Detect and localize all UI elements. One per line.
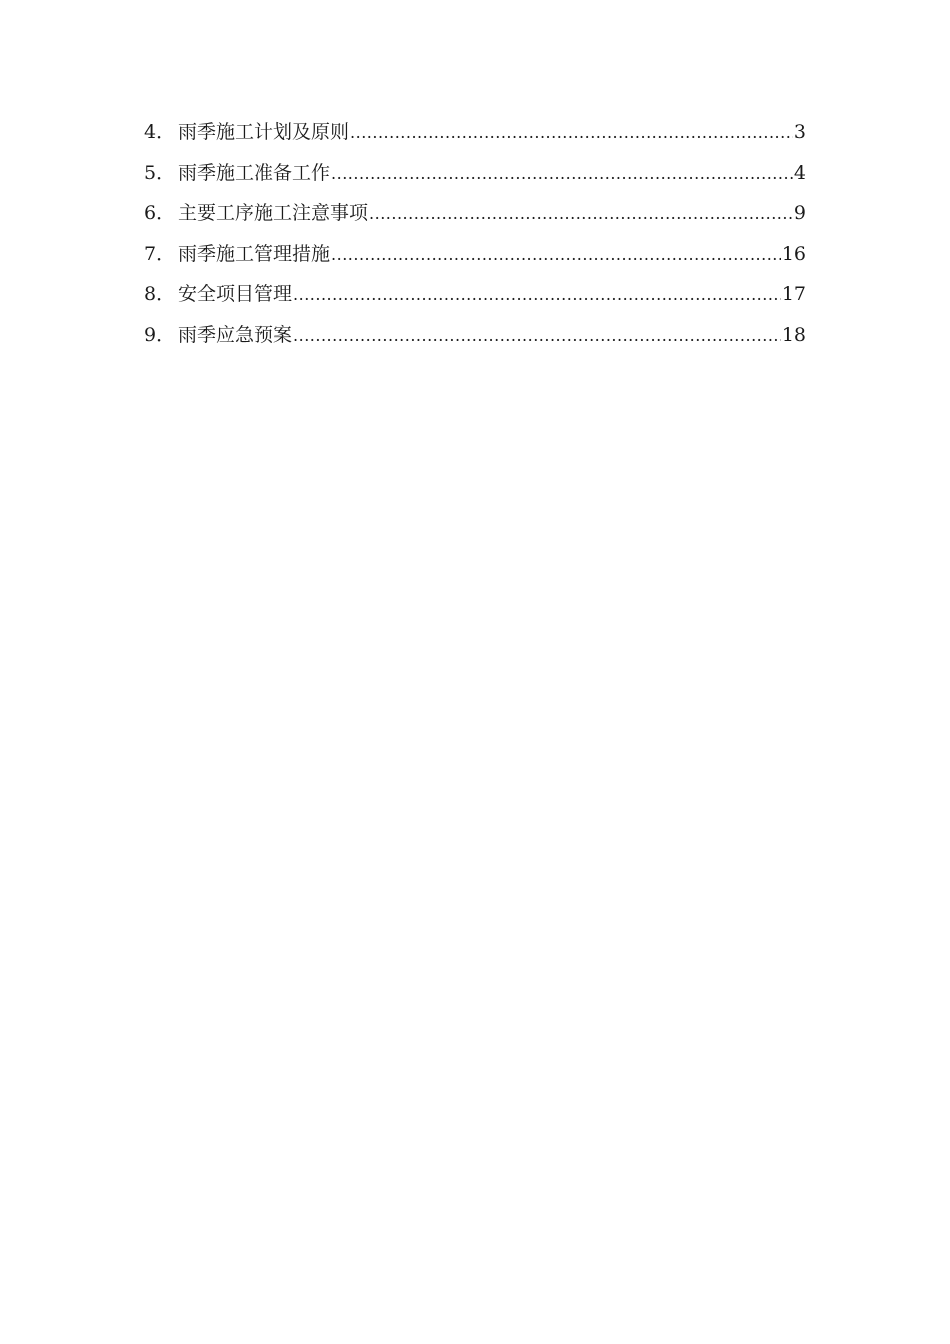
- toc-entry-title: 雨季施工计划及原则: [178, 121, 350, 143]
- toc-entry[interactable]: [144, 234, 806, 275]
- toc-entry[interactable]: [144, 315, 806, 356]
- toc-entry-number: 8．: [144, 283, 176, 305]
- toc-dot-leader: [331, 235, 781, 276]
- toc-dot-leader: [350, 113, 793, 154]
- toc-entry-page: 4: [793, 161, 806, 184]
- toc-entry-title: 主要工序施工注意事项: [178, 202, 369, 224]
- toc-dot-leader: [293, 316, 781, 357]
- toc-entry-page: 18: [781, 323, 806, 346]
- toc-entry-page: 9: [793, 202, 806, 224]
- toc-entry-page: 16: [781, 242, 806, 265]
- toc-entry-number: 6．: [144, 202, 176, 224]
- toc-dot-leader: [369, 194, 793, 235]
- toc-entry[interactable]: [144, 153, 806, 194]
- toc-entry[interactable]: [144, 193, 806, 234]
- toc-entry-title: 雨季施工管理措施: [178, 242, 331, 265]
- toc-entry-page: 3: [793, 121, 806, 143]
- toc-entry-title: 雨季应急预案: [178, 323, 293, 346]
- toc-entry[interactable]: [144, 274, 806, 315]
- toc-entry-page: 17: [781, 283, 806, 305]
- toc-dot-leader: [331, 154, 793, 195]
- toc-entry-title: 雨季施工准备工作: [178, 161, 331, 184]
- toc-entry-number: 4．: [144, 121, 176, 143]
- toc-dot-leader: [293, 275, 781, 316]
- toc-entry-title: 安全项目管理: [178, 283, 293, 305]
- table-of-contents: [144, 112, 806, 355]
- toc-entry-number: 9．: [144, 323, 176, 346]
- toc-entry-number: 7．: [144, 242, 176, 265]
- toc-entry-number: 5．: [144, 161, 176, 184]
- toc-entry[interactable]: [144, 112, 806, 153]
